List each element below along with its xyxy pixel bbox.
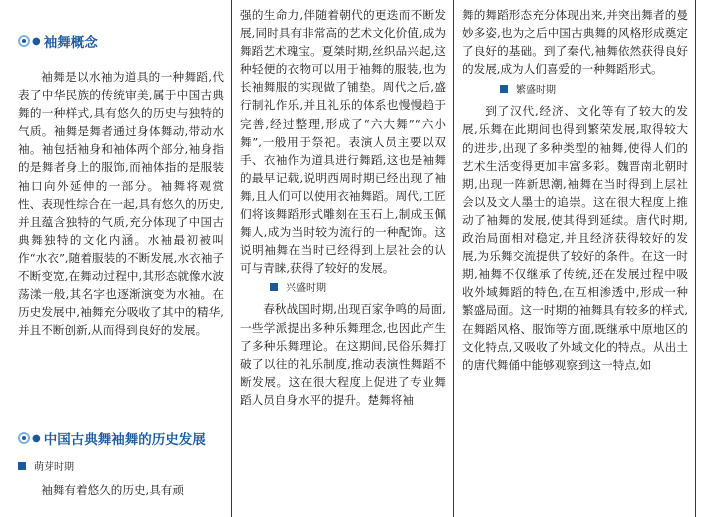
section-heading-concept [18, 28, 224, 54]
concept-paragraph: 袖舞是以水袖为道具的一种舞蹈,代表了中华民族的传统审美,属于中国古典舞的一种样式,具有悠久的历史与独特的气质。袖舞是舞者通过身体舞动,带动水袖。袖包括袖身和袖体两个部分,袖身指的是舞者身上的服饰,而袖体指的是服装袖口向外延伸的一部分。袖舞将观赏性、表现性综合在一起,具有悠久的历史,并且蕴含独特的气质,充分体现了中国古典舞独特的文化内涵。水袖最初被叫作“水衣”,随着服装的不断发展,水衣袖子不断变宽,在舞动过程中,其形态就像水波荡漾一般,其名字也逐渐演变为水袖。在历史发展中,袖舞充分吸收了其中的精华,并且不断创新,从而得到良好的发展。 [18, 70, 224, 338]
column-1 [18, 0, 224, 517]
rising-paragraph-continued: 舞的舞蹈形态充分体现出来,并突出舞者的曼妙多姿,也为之后中国古典舞的风格形成奠定了良好的基础。到了秦代,袖舞依然获得良好的发展,成为人们喜爱的一种舞蹈形式。 [462, 8, 688, 77]
section-heading-history [18, 425, 224, 451]
circle-bullet-icon [18, 35, 30, 47]
column-divider-3 [695, 0, 696, 517]
section-title: 袖舞概念 [43, 35, 98, 51]
circle-bullet-icon [18, 432, 30, 444]
column-divider-1 [231, 0, 232, 517]
subsection-heading-budding: 萌芽时期 [18, 459, 224, 477]
column-2 [240, 0, 446, 517]
square-bullet-icon [270, 283, 278, 291]
flourishing-paragraph: 到了汉代,经济、文化等有了较大的发展,乐舞在此期间也得到繁荣发展,取得较大的进步,出现了多种类型的袖舞,使得人们的艺术生活变得更加丰富多彩。魏晋南北朝时期,出现一阵新思潮,袖舞在当时得到上层社会以及文人墨士的追崇。这在很大程度上推动了袖舞的发展,使其得到延续。唐代时期,政治局面相对稳定,并且经济获得较好的发展,为乐舞交流提供了较好的条件。在这一时期,袖舞不仅继承了传统,还在发展过程中吸收外域舞蹈的特色,在互相渗透中,形成一种繁盛局面。这一时期的袖舞具有较多的样式,在舞蹈风格、服饰等方面,既继承中原地区的文化特点,又吸收了外域文化的特点。从出土的唐代舞俑中能够观察到这一特点,如 [462, 104, 688, 372]
dots-icon: ● [32, 35, 40, 47]
square-bullet-icon [18, 462, 26, 470]
subsection-heading-flourishing: 繁盛时期 [462, 82, 688, 100]
column-3 [462, 0, 688, 517]
section-title: 中国古典舞袖舞的历史发展 [43, 432, 206, 448]
dots-icon: ● [32, 432, 40, 444]
subsection-heading-rising: 兴盛时期 [240, 280, 446, 298]
budding-paragraph-continued: 强的生命力,伴随着朝代的更迭而不断发展,同时具有非常高的艺术文化价值,成为舞蹈艺术瑰宝。夏桀时期,丝织品兴起,这种轻便的衣物可以用于袖舞的服装,也为长袖舞服的实现做了铺垫。周代之后,盛行制礼作乐,并且礼乐的体系也慢慢趋于完善,经过整理,形成了“六大舞”“六小舞”,一般用于祭祀。表演人员主要以双手、衣袖作为道具进行舞蹈,这也是袖舞的最早记载,说明西周时期已经出现了袖舞,且人们可以使用衣袖舞蹈。周代,工匠们将该舞蹈形式雕刻在玉石上,制成玉佩舞人,成为当时较为流行的一种配饰。这说明袖舞在当时已经得到上层社会的认可与青睐,获得了较好的发展。 [240, 8, 446, 276]
square-bullet-icon [500, 85, 508, 93]
budding-paragraph-start: 袖舞有着悠久的历史,具有顽 [41, 483, 184, 497]
column-divider-2 [453, 0, 454, 517]
rising-paragraph-start: 春秋战国时期,出现百家争鸣的局面,一些学派提出多种乐舞理念,也因此产生了多种乐舞理论。在这期间,民俗乐舞打破了以往的礼乐制度,推动表演性舞蹈不断发展。这在很大程度上促进了专业舞蹈人员自身水平的提升。楚舞将袖 [240, 302, 446, 407]
